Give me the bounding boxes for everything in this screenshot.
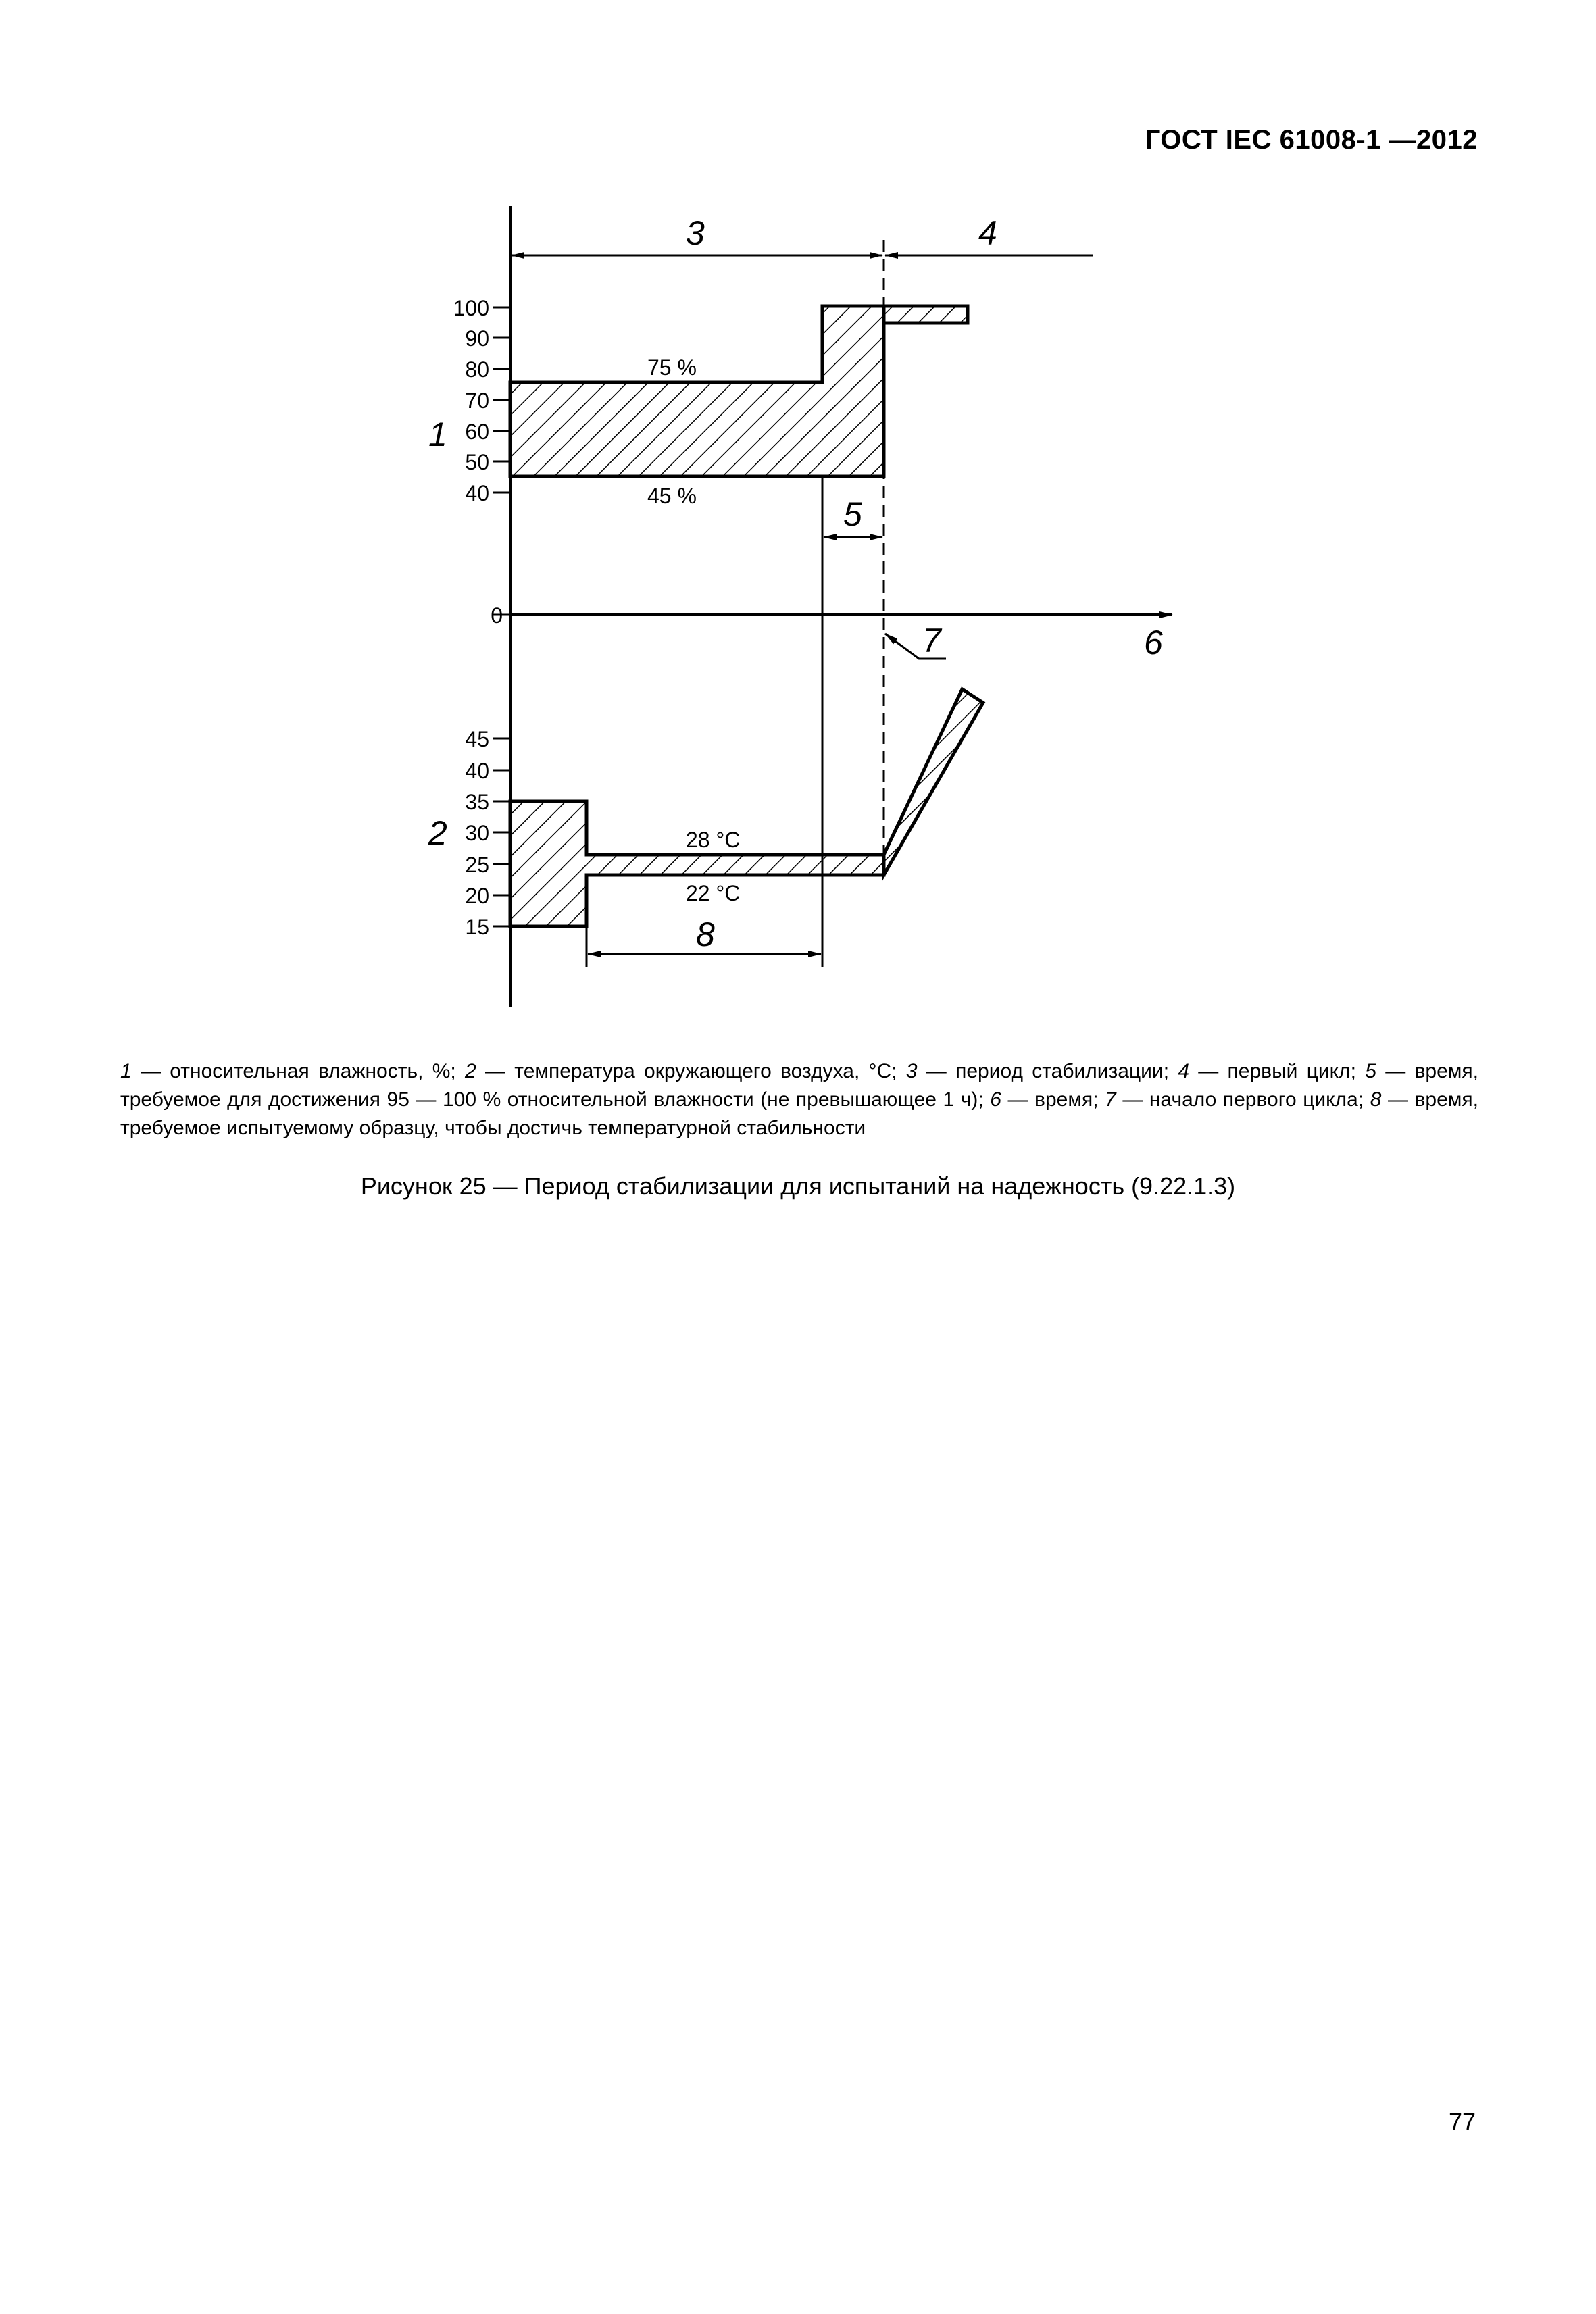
temperature-ticks <box>493 738 510 926</box>
temperature-tick-labels <box>465 727 489 939</box>
figure-legend <box>120 1057 1478 1142</box>
callout-7: 7 <box>922 622 941 659</box>
humidity-tick-40: 40 <box>465 481 489 505</box>
temp-tick-35: 35 <box>465 790 489 814</box>
legend-item-8: 8 — время, требуемое испытуемому образцу, чтобы достичь температурной стабильности <box>120 1088 1478 1139</box>
callout-3: 3 <box>686 214 705 252</box>
temp-tick-15: 15 <box>465 915 489 939</box>
figure-caption: Рисунок 25 — Период стабилизации для испытаний на надежность (9.22.1.3) <box>360 1172 1236 1200</box>
document-header: ГОСТ IEC 61008-1 —2012 <box>1145 125 1478 155</box>
legend-item-4: 4 — первый цикл; <box>1178 1060 1366 1082</box>
temp-tick-20: 20 <box>465 884 489 908</box>
legend-item-6: 6 — время; <box>990 1088 1105 1111</box>
humidity-ticks <box>493 307 510 615</box>
legend-item-5: 5 — время, требуемое для достижения 95 — 100 % относительной влажности (не превышающее 1 ч); <box>120 1060 1478 1111</box>
callout-5: 5 <box>843 495 862 533</box>
callout-6: 6 <box>1144 624 1163 661</box>
temperature-band <box>510 801 884 926</box>
humidity-upper-label: 75 % <box>647 355 697 380</box>
legend-item-3: 3 — период стабилизации; <box>905 1060 1178 1082</box>
callout-4: 4 <box>978 214 997 252</box>
callout-8: 8 <box>696 915 715 953</box>
temp-lower-label: 22 °C <box>686 881 741 905</box>
zero-tick-label: 0 <box>491 603 503 628</box>
legend-item-7: 7 — начало первого цикла; <box>1105 1088 1370 1111</box>
humidity-first-cycle-band <box>884 306 968 323</box>
humidity-tick-60: 60 <box>465 420 489 444</box>
humidity-lower-label: 45 % <box>647 484 697 508</box>
temp-upper-label: 28 °C <box>686 828 741 852</box>
humidity-band <box>510 306 884 476</box>
temperature-ramp-band <box>884 689 983 875</box>
page-number: 77 <box>1448 2108 1476 2136</box>
callout-1: 1 <box>428 416 447 453</box>
humidity-tick-70: 70 <box>465 388 489 413</box>
temp-tick-45: 45 <box>465 727 489 751</box>
legend-item-2: 2 — температура окружающего воздуха, °С; <box>465 1060 906 1082</box>
legend-item-1: 1 — относительная влажность, %; <box>120 1060 466 1082</box>
humidity-tick-50: 50 <box>465 450 489 474</box>
callout-2: 2 <box>428 814 447 852</box>
humidity-tick-80: 80 <box>465 357 489 382</box>
humidity-tick-100: 100 <box>453 296 489 320</box>
temp-tick-30: 30 <box>465 821 489 845</box>
temp-tick-25: 25 <box>465 853 489 877</box>
stabilization-figure <box>0 0 1596 1054</box>
humidity-tick-90: 90 <box>465 326 489 351</box>
temp-tick-40: 40 <box>465 759 489 783</box>
